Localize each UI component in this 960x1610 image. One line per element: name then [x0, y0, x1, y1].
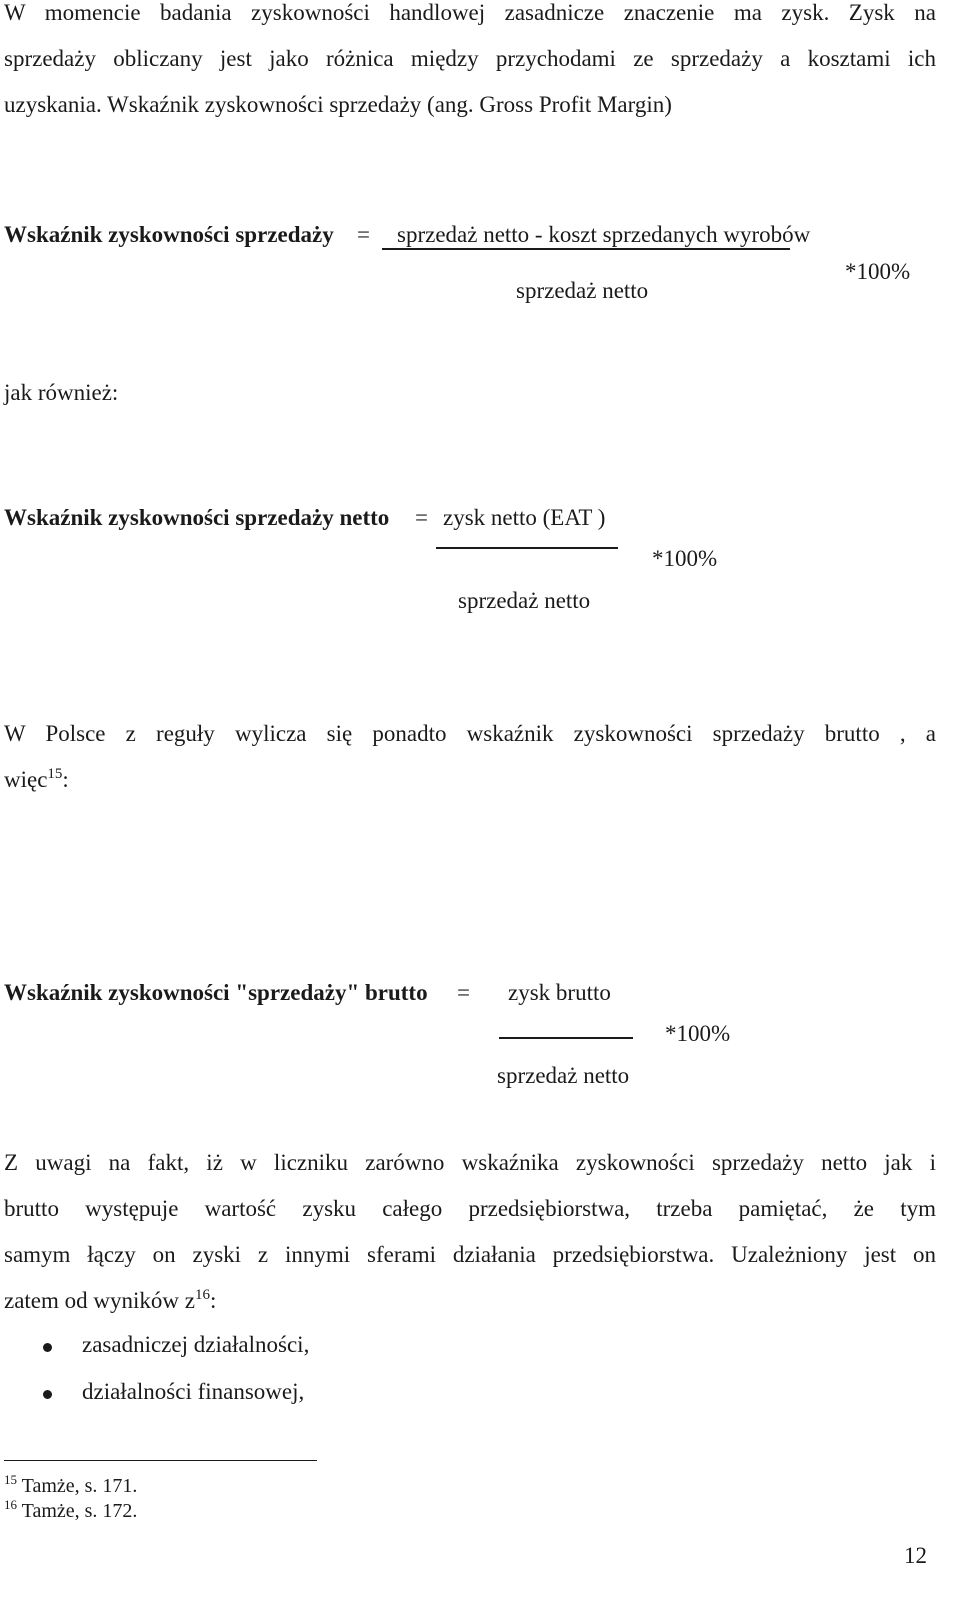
- footnote-16-text: Tamże, s. 172.: [21, 1500, 138, 1522]
- formula3-equals: =: [457, 980, 470, 1005]
- formula2-denominator: sprzedaż netto: [458, 588, 591, 613]
- formula1-numerator: sprzedaż netto - koszt sprzedanych wyrobów: [397, 222, 811, 247]
- footnote-ref-16[interactable]: 16: [194, 1287, 210, 1303]
- bullet-item-text: zasadniczej działalności,: [82, 1332, 310, 1357]
- poland-line-1: W Polsce z reguły wylicza się ponadto wskaźnik zyskowności sprzedaży brutto , a: [4, 721, 936, 746]
- intro-line-3: uzyskania. Wskaźnik zyskowności sprzedaży (ang. Gross Profit Margin): [4, 92, 672, 117]
- footnote-16-number: 16: [4, 1497, 17, 1512]
- also-label: jak również:: [4, 380, 119, 405]
- bullet-dot-icon: [43, 1390, 52, 1399]
- intro-line-2: sprzedaży obliczany jest jako różnica między przychodami ze sprzedaży a kosztami ich: [4, 46, 936, 71]
- note-line-4-colon: :: [209, 1288, 217, 1313]
- note-paragraph: [4, 1140, 936, 1327]
- formula2-numerator: zysk netto (EAT ): [443, 505, 606, 530]
- footnote-separator: [4, 1460, 317, 1461]
- formula2-equals: =: [415, 505, 428, 530]
- footnote-15: [4, 1472, 138, 1498]
- formula3-numerator: zysk brutto: [508, 980, 611, 1005]
- note-line-2: brutto występuje wartość zysku całego przedsiębiorstwa, trzeba pamiętać, że tym: [4, 1196, 936, 1221]
- footnote-16: [4, 1497, 138, 1523]
- formula3-fraction-bar: [499, 1037, 633, 1039]
- footnote-15-text: Tamże, s. 171.: [21, 1475, 138, 1497]
- bullet-dot-icon: [43, 1343, 52, 1352]
- formula1-label: Wskaźnik zyskowności sprzedaży: [4, 222, 334, 247]
- formula2-fraction-bar: [436, 547, 618, 549]
- note-line-4-text: zatem od wyników z: [4, 1288, 195, 1313]
- poland-line-2: [4, 757, 936, 806]
- bullet-item-text: działalności finansowej,: [82, 1379, 305, 1404]
- page-number: 12: [904, 1543, 927, 1568]
- poland-line-2-colon: :: [62, 767, 69, 792]
- note-line-4: [4, 1278, 936, 1327]
- note-line-3: samym łączy on zyski z innymi sferami działania przedsiębiorstwa. Uzależniony jest on: [4, 1242, 936, 1267]
- note-line-1: Z uwagi na fakt, iż w liczniku zarówno wskaźnika zyskowności sprzedaży netto jak i: [4, 1150, 936, 1175]
- formula2-label: Wskaźnik zyskowności sprzedaży netto: [4, 505, 390, 530]
- formula3-label: Wskaźnik zyskowności "sprzedaży" brutto: [4, 980, 428, 1005]
- formula3-denominator: sprzedaż netto: [497, 1063, 630, 1088]
- formula1-fraction-bar: [382, 248, 790, 250]
- footnote-15-number: 15: [4, 1472, 17, 1487]
- formula2-multiplier: *100%: [652, 546, 718, 571]
- footnote-ref-15[interactable]: 15: [47, 766, 63, 782]
- poland-paragraph: [4, 711, 936, 806]
- intro-paragraph: [4, 0, 936, 128]
- intro-line-1: W momencie badania zyskowności handlowej zasadnicze znaczenie ma zysk. Zysk na: [4, 0, 936, 25]
- poland-line-2-text: więc: [4, 767, 48, 792]
- formula3-multiplier: *100%: [665, 1021, 731, 1046]
- formula1-equals: =: [357, 222, 370, 247]
- formula1-multiplier: *100%: [845, 259, 911, 284]
- formula1-denominator: sprzedaż netto: [516, 278, 649, 303]
